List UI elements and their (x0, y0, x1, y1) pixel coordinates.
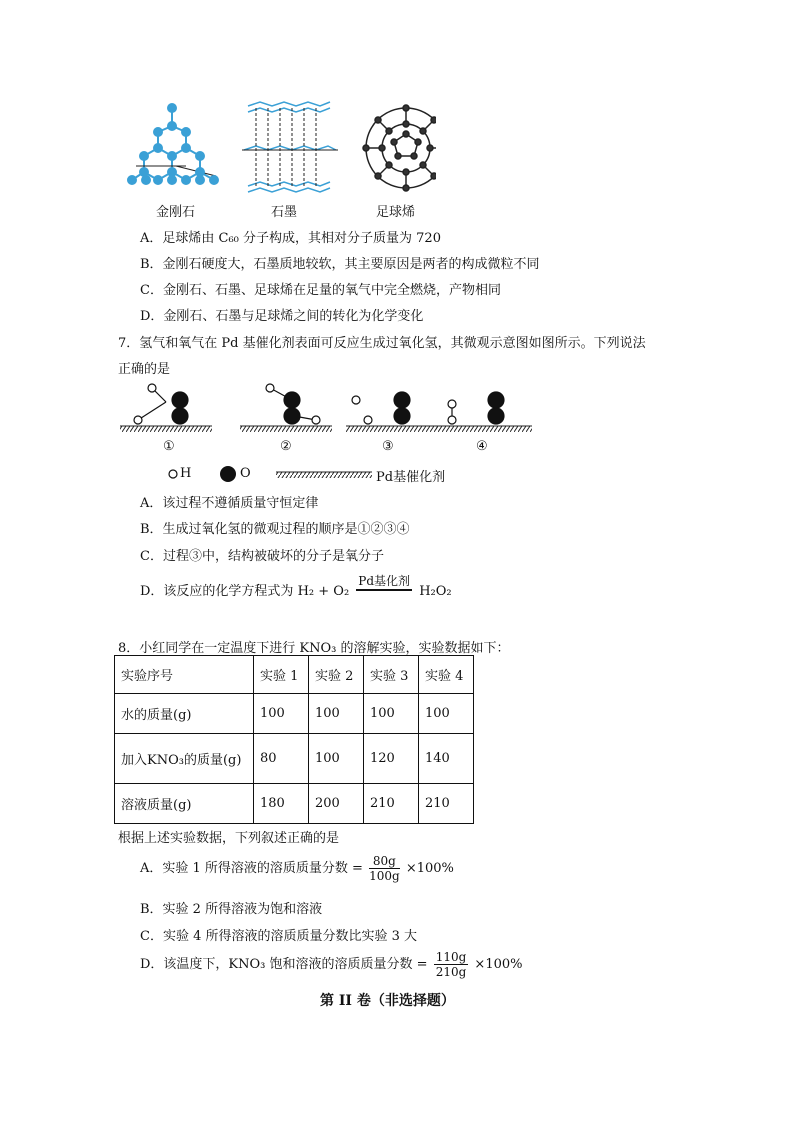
graphite-structure (242, 102, 338, 192)
table-header-cell: 实验 2 (309, 656, 364, 694)
table-header-row (115, 656, 474, 694)
table-row (115, 694, 474, 734)
q8-option-b[interactable]: B．实验 2 所得溶液为饱和溶液 (140, 902, 323, 917)
section-title: 第 II 卷（非选择题） (320, 993, 455, 1009)
q7-stem-line1: 7．氢气和氧气在 Pd 基催化剂表面可反应生成过氧化氢，其微观示意图如图所示。下列说法 (118, 336, 646, 351)
table-cell: 100 (309, 694, 364, 734)
q8-option-a-suffix: ×100% (405, 861, 454, 876)
equation-reactants: H₂ + O₂ (297, 584, 350, 599)
step1-molecules (134, 384, 188, 424)
legend-o-label: O (240, 466, 251, 481)
fraction-numerator: 110g (435, 950, 467, 964)
buckyball-label: 足球烯 (376, 205, 416, 220)
table-header-cell: 实验 3 (364, 656, 419, 694)
table-cell: 120 (364, 734, 419, 784)
catalysis-diagram (118, 378, 538, 438)
step3-molecules (352, 392, 410, 424)
fraction-denominator: 210g (435, 965, 467, 979)
q7-option-b[interactable]: B．生成过氧化氢的微观过程的顺序是①②③④ (140, 522, 410, 537)
table-cell: 100 (309, 734, 364, 784)
table-cell: 100 (419, 694, 474, 734)
q7-option-a[interactable]: A．该过程不遵循质量守恒定律 (140, 496, 319, 511)
experiment-table (114, 655, 474, 824)
diamond-structure (128, 104, 218, 184)
q7-option-d[interactable] (140, 574, 452, 601)
table-cell: 溶液质量(g) (115, 784, 254, 824)
q8-option-d-prefix: D．该温度下，KNO₃ 饱和溶液的溶质质量分数 = (140, 957, 428, 972)
table-cell: 100 (254, 694, 309, 734)
table-cell: 水的质量(g) (115, 694, 254, 734)
q7-option-d-prefix: D．该反应的化学方程式为 (140, 584, 294, 599)
catalyst-surfaces (120, 426, 532, 432)
table-cell: 210 (419, 784, 474, 824)
q7-stem-line2: 正确的是 (118, 362, 171, 377)
step-label-4: ④ (476, 439, 488, 454)
reaction-condition (356, 574, 412, 592)
q8-option-a[interactable] (140, 855, 454, 882)
q7-option-c[interactable]: C．过程③中，结构被破坏的分子是氧分子 (140, 549, 384, 564)
oxygen-atom-icon (218, 464, 238, 484)
q6-option-a[interactable]: A．足球烯由 C₆₀ 分子构成，其相对分子质量为 720 (140, 231, 441, 246)
q8-option-d-suffix: ×100% (474, 957, 523, 972)
step4-molecules (448, 392, 504, 424)
table-header-cell: 实验 4 (419, 656, 474, 694)
step-label-3: ③ (382, 439, 394, 454)
table-cell: 80 (254, 734, 309, 784)
q6-option-d[interactable]: D．金刚石、石墨与足球烯之间的转化为化学变化 (140, 309, 424, 324)
fraction-numerator: 80g (369, 855, 400, 869)
table-cell: 100 (364, 694, 419, 734)
step2-molecules (266, 384, 320, 424)
reaction-condition-text: Pd基化剂 (358, 574, 411, 589)
table-cell: 140 (419, 734, 474, 784)
graphite-label: 石墨 (271, 205, 298, 220)
diamond-label: 金刚石 (156, 205, 196, 220)
table-row (115, 784, 474, 824)
q8-option-d-fraction (434, 951, 469, 978)
q8-option-a-prefix: A．实验 1 所得溶液的溶质质量分数 = (140, 861, 363, 876)
q6-option-c[interactable]: C．金刚石、石墨、足球烯在足量的氧气中完全燃烧，产物相同 (140, 283, 501, 298)
catalyst-surface-icon (276, 469, 372, 481)
table-cell: 200 (309, 784, 364, 824)
buckyball-structure (363, 105, 436, 191)
table-cell: 加入KNO₃的质量(g) (115, 734, 254, 784)
q8-option-d[interactable] (140, 951, 522, 978)
table-row (115, 734, 474, 784)
table-cell: 210 (364, 784, 419, 824)
q8-option-c[interactable]: C．实验 4 所得溶液的溶质质量分数比实验 3 大 (140, 929, 418, 944)
step-label-1: ① (163, 439, 175, 454)
q8-after-table: 根据上述实验数据，下列叙述正确的是 (118, 831, 340, 846)
equation-product: H₂O₂ (419, 584, 452, 599)
fraction-denominator: 100g (369, 869, 400, 883)
table-header-cell: 实验 1 (254, 656, 309, 694)
table-cell: 180 (254, 784, 309, 824)
legend-h-label: H (180, 466, 192, 481)
legend-catalyst-label: Pd基催化剂 (376, 470, 446, 485)
catalysis-illustration (118, 378, 538, 438)
q8-stem: 8．小红同学在一定温度下进行 KNO₃ 的溶解实验，实验数据如下： (118, 641, 510, 656)
step-label-2: ② (280, 439, 292, 454)
q8-option-a-fraction (369, 855, 400, 882)
q6-option-b[interactable]: B．金刚石硬度大，石墨质地较软，其主要原因是两者的构成微粒不同 (140, 257, 540, 272)
table-header-cell: 实验序号 (115, 656, 254, 694)
